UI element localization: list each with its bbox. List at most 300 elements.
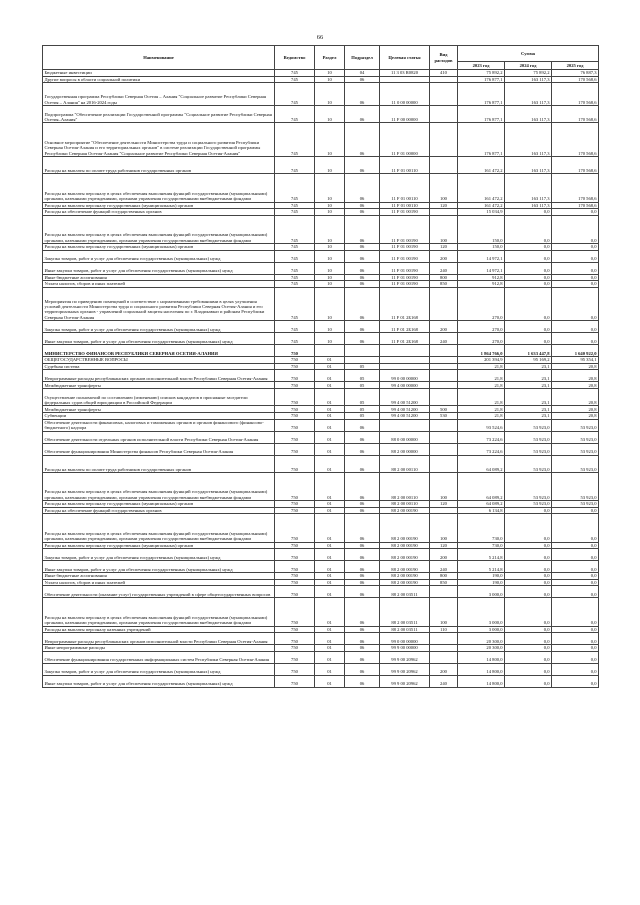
cell-section: 01: [315, 431, 345, 443]
cell-dept: 750: [275, 507, 315, 514]
cell-name: ОБЩЕГОСУДАРСТВЕННЫЕ ВОПРОСЫ: [43, 357, 275, 364]
cell-name: Иные бюджетные ассигнования: [43, 274, 275, 281]
cell-2024: 0,0: [505, 633, 552, 645]
cell-kind: [430, 209, 458, 216]
cell-2023: 730,0: [458, 514, 505, 542]
cell-2025: 0,0: [552, 321, 599, 333]
table-row: [43, 633, 599, 645]
cell-section: 01: [315, 645, 345, 652]
cell-name: Закупка товаров, работ и услуг для обеспечения государственных (муниципальных) нужд: [43, 250, 275, 262]
table-row: [43, 586, 599, 598]
cell-target: 99 4 00 00000: [380, 382, 430, 389]
table-row: [43, 645, 599, 652]
table-row: [43, 202, 599, 209]
table-row: [43, 174, 599, 202]
cell-name: Расходы на выплаты персоналу государственных (муниципальных) органов: [43, 243, 275, 250]
cell-2025: 53 923,0: [552, 443, 599, 455]
cell-target: 11 F 01 2Б168: [380, 287, 430, 321]
cell-2023: 73 224,6: [458, 443, 505, 455]
cell-name: Закупка товаров, работ и услуг для обеспечения государственных (муниципальных) нужд: [43, 663, 275, 675]
cell-dept: 750: [275, 514, 315, 542]
cell-2023: 20 300,0: [458, 633, 505, 645]
cell-subsection: 06: [345, 76, 380, 83]
cell-2023: 150,0: [458, 243, 505, 250]
cell-2024: 0,0: [505, 333, 552, 345]
cell-target: 88 2 00 00190: [380, 573, 430, 580]
cell-subsection: 06: [345, 542, 380, 549]
cell-2025: 0,0: [552, 215, 599, 243]
cell-2023: 64 089,2: [458, 473, 505, 501]
cell-name: Обеспечение функционирования государственных информационных систем Республики Северная Осетия-Алания: [43, 651, 275, 663]
cell-subsection: [345, 357, 380, 364]
cell-kind: 200: [430, 663, 458, 675]
cell-2024: 0,0: [505, 243, 552, 250]
header-2024: 2024 год: [505, 62, 552, 70]
cell-target: 99 9 00 20962: [380, 675, 430, 687]
table-row: [43, 455, 599, 472]
cell-2024: 53 923,0: [505, 473, 552, 501]
cell-target: 88 2 00 00110: [380, 473, 430, 501]
table-row: [43, 443, 599, 455]
cell-kind: 100: [430, 473, 458, 501]
cell-2023: 270,0: [458, 321, 505, 333]
cell-kind: 850: [430, 281, 458, 288]
cell-section: 01: [315, 579, 345, 586]
table-row: [43, 281, 599, 288]
cell-section: 01: [315, 598, 345, 626]
cell-kind: 120: [430, 243, 458, 250]
cell-2024: 0,0: [505, 287, 552, 321]
cell-target: 88 2 00 00110: [380, 501, 430, 508]
cell-section: 10: [315, 202, 345, 209]
cell-2025: 0,0: [552, 675, 599, 687]
cell-subsection: [345, 345, 380, 357]
cell-section: 01: [315, 443, 345, 455]
cell-section: 01: [315, 626, 345, 633]
cell-section: 10: [315, 209, 345, 216]
cell-kind: [430, 345, 458, 357]
cell-target: 11 F 01 00110: [380, 202, 430, 209]
cell-section: 01: [315, 413, 345, 420]
cell-2024: 23,1: [505, 370, 552, 382]
table-row: [43, 333, 599, 345]
cell-dept: 750: [275, 455, 315, 472]
cell-2023: 5 214,8: [458, 549, 505, 561]
cell-name: Мероприятия по приведению помещений в соответствие с нормативными требованиями в целях улучшения условий деятельности Министерства труда и социального развития Республики Северная Осетия-Алания и его территориальных органов - управлений социальной защиты населения по г. Владикавказ и районам Республики Северная Осетия-Алания: [43, 287, 275, 321]
cell-kind: [430, 83, 458, 106]
cell-kind: 800: [430, 573, 458, 580]
cell-2024: 0,0: [505, 209, 552, 216]
cell-2025: 95 354,1: [552, 357, 599, 364]
table-row: [43, 370, 599, 382]
cell-dept: 745: [275, 105, 315, 122]
cell-subsection: 06: [345, 651, 380, 663]
cell-2025: 53 923,0: [552, 473, 599, 501]
cell-subsection: 06: [345, 586, 380, 598]
cell-2025: 170 568,6: [552, 83, 599, 106]
cell-2025: 0,0: [552, 651, 599, 663]
cell-2024: 0,0: [505, 215, 552, 243]
cell-subsection: 06: [345, 262, 380, 274]
cell-2023: 176 877,1: [458, 123, 505, 157]
cell-target: 99 9 00 20962: [380, 663, 430, 675]
cell-2025: 170 568,6: [552, 202, 599, 209]
table-row: [43, 287, 599, 321]
cell-2025: 20,8: [552, 413, 599, 420]
cell-name: Непрограммные расходы республиканских органов исполнительной власти Республики Северная Осетия-Алания: [43, 633, 275, 645]
cell-2024: 23,1: [505, 389, 552, 406]
cell-2025: 0,0: [552, 633, 599, 645]
cell-target: 11 F 01 00190: [380, 215, 430, 243]
cell-2023: 21,8: [458, 389, 505, 406]
cell-section: 01: [315, 633, 345, 645]
cell-2023: 1 864 766,0: [458, 345, 505, 357]
cell-target: 11 F 01 2Б168: [380, 333, 430, 345]
cell-kind: [430, 156, 458, 173]
cell-dept: 750: [275, 549, 315, 561]
cell-dept: 750: [275, 357, 315, 364]
cell-2024: 23,1: [505, 413, 552, 420]
cell-subsection: 06: [345, 333, 380, 345]
cell-2025: 0,0: [552, 549, 599, 561]
cell-2024: 0,0: [505, 542, 552, 549]
cell-kind: [430, 507, 458, 514]
cell-target: 11 F 01 00190: [380, 274, 430, 281]
table-row: [43, 431, 599, 443]
table-row: [43, 156, 599, 173]
cell-subsection: 05: [345, 406, 380, 413]
cell-target: 88 2 00 00190: [380, 507, 430, 514]
cell-2025: 76 887,3: [552, 70, 599, 77]
cell-2023: 176 877,1: [458, 76, 505, 83]
cell-name: Осуществление полномочий по составлению (изменению) списков кандидатов в присяжные заседатели федеральных судов общей юрисдикции в Российской Федерации: [43, 389, 275, 406]
cell-2023: 14 800,0: [458, 651, 505, 663]
cell-2024: 53 923,0: [505, 443, 552, 455]
cell-dept: 745: [275, 70, 315, 77]
cell-subsection: 06: [345, 561, 380, 573]
cell-2025: 0,0: [552, 274, 599, 281]
table-row: [43, 243, 599, 250]
cell-name: Расходы на выплаты персоналу в целях обеспечения выполнения функций государственными (муниципальными) органами, казенными учреждениями, органами управления государственными внебюджетными фондами: [43, 473, 275, 501]
cell-2024: 1 633 447,8: [505, 345, 552, 357]
table-row: [43, 573, 599, 580]
table-row: [43, 76, 599, 83]
cell-target: 11 F 01 00190: [380, 243, 430, 250]
cell-target: 11 F 00 00000: [380, 105, 430, 122]
cell-subsection: 06: [345, 156, 380, 173]
cell-section: 01: [315, 473, 345, 501]
cell-name: Расходы на обеспечение функций государственных органов: [43, 209, 275, 216]
cell-2025: 0,0: [552, 573, 599, 580]
cell-2025: 53 923,0: [552, 501, 599, 508]
cell-name: Расходы на выплаты персоналу в целях обеспечения выполнения функций государственными (муниципальными) органами, казенными учреждениями, органами управления государственными внебюджетными фондами: [43, 174, 275, 202]
cell-subsection: 06: [345, 209, 380, 216]
cell-target: 88 2 00 00190: [380, 549, 430, 561]
cell-name: Непрограммные расходы республиканских органов исполнительной власти Республики Северная Осетия-Алания: [43, 370, 275, 382]
cell-dept: 750: [275, 579, 315, 586]
cell-2023: 21,8: [458, 363, 505, 370]
cell-kind: 100: [430, 215, 458, 243]
table-row: [43, 549, 599, 561]
cell-kind: 850: [430, 579, 458, 586]
cell-2023: 75 892,2: [458, 70, 505, 77]
header-subsection: Подраздел: [345, 46, 380, 70]
cell-name: Расходы на выплаты по оплате труда работников государственных органов: [43, 156, 275, 173]
cell-name: Межбюджетные трансферты: [43, 382, 275, 389]
cell-dept: 745: [275, 262, 315, 274]
table-row: [43, 406, 599, 413]
cell-subsection: 06: [345, 174, 380, 202]
cell-2025: 0,0: [552, 287, 599, 321]
cell-2024: 163 117,3: [505, 76, 552, 83]
table-row: [43, 598, 599, 626]
cell-name: Основное мероприятие "Обеспечение деятельности Министерства труда и социального развития Республики Северная Осетия-Алания и его территориальных органов" в системе реализации Государственной программы Республики Северная Осетия-Алания "Социальное развитие Республики Северная Осетия-Алания": [43, 123, 275, 157]
cell-subsection: 06: [345, 443, 380, 455]
cell-section: 10: [315, 281, 345, 288]
cell-target: 99 9 00 20962: [380, 651, 430, 663]
table-row: [43, 473, 599, 501]
cell-name: Расходы на выплаты персоналу в целях обеспечения выполнения функций государственными (муниципальными) органами, казенными учреждениями, органами управления государственными внебюджетными фондами: [43, 514, 275, 542]
cell-subsection: 06: [345, 431, 380, 443]
cell-name: Бюджетные инвестиции: [43, 70, 275, 77]
table-row: [43, 419, 599, 431]
cell-2023: 93 524,6: [458, 419, 505, 431]
cell-kind: 200: [430, 549, 458, 561]
cell-2024: 53 923,0: [505, 431, 552, 443]
cell-dept: 750: [275, 443, 315, 455]
table-row: [43, 209, 599, 216]
cell-2024: 0,0: [505, 321, 552, 333]
cell-subsection: 06: [345, 663, 380, 675]
cell-section: 01: [315, 455, 345, 472]
cell-target: [380, 357, 430, 364]
cell-dept: 745: [275, 123, 315, 157]
cell-kind: [430, 455, 458, 472]
cell-section: 10: [315, 243, 345, 250]
cell-subsection: 05: [345, 370, 380, 382]
cell-dept: 750: [275, 633, 315, 645]
cell-2024: 0,0: [505, 514, 552, 542]
table-row: [43, 413, 599, 420]
cell-dept: 750: [275, 645, 315, 652]
table-row: [43, 389, 599, 406]
cell-subsection: 06: [345, 321, 380, 333]
cell-kind: 500: [430, 406, 458, 413]
cell-2024: 95 169,2: [505, 357, 552, 364]
cell-section: 01: [315, 507, 345, 514]
cell-dept: 745: [275, 250, 315, 262]
cell-2024: 0,0: [505, 586, 552, 598]
cell-2023: 21,8: [458, 406, 505, 413]
cell-2024: 163 117,3: [505, 123, 552, 157]
cell-2025: 20,8: [552, 370, 599, 382]
cell-section: 10: [315, 70, 345, 77]
header-dept: Ведомство: [275, 46, 315, 70]
cell-target: 11 F 01 00000: [380, 123, 430, 157]
table-row: [43, 501, 599, 508]
cell-2025: 0,0: [552, 561, 599, 573]
cell-name: МИНИСТЕРСТВО ФИНАНСОВ РЕСПУБЛИКИ СЕВЕРНАЯ ОСЕТИЯ-АЛАНИЯ: [43, 345, 275, 357]
table-row: [43, 105, 599, 122]
cell-dept: 745: [275, 76, 315, 83]
cell-2025: 20,8: [552, 382, 599, 389]
cell-kind: [430, 419, 458, 431]
cell-2025: 0,0: [552, 243, 599, 250]
table-row: [43, 83, 599, 106]
cell-2023: 5 214,8: [458, 561, 505, 573]
cell-target: 88 2 00 00110: [380, 455, 430, 472]
cell-dept: 745: [275, 321, 315, 333]
cell-2023: 73 224,6: [458, 431, 505, 443]
cell-dept: 750: [275, 651, 315, 663]
cell-2023: 201 394,9: [458, 357, 505, 364]
cell-section: 01: [315, 382, 345, 389]
cell-2024: 0,0: [505, 561, 552, 573]
cell-section: 10: [315, 333, 345, 345]
cell-2023: 176 877,1: [458, 105, 505, 122]
table-row: [43, 357, 599, 364]
cell-2024: 23,1: [505, 382, 552, 389]
cell-section: 10: [315, 215, 345, 243]
cell-2025: 0,0: [552, 514, 599, 542]
cell-target: 99 0 00 00000: [380, 633, 430, 645]
cell-dept: 750: [275, 389, 315, 406]
table-row: [43, 215, 599, 243]
cell-2023: 161 472,2: [458, 202, 505, 209]
cell-dept: 750: [275, 573, 315, 580]
cell-dept: 750: [275, 370, 315, 382]
cell-target: 11 F 01 00190: [380, 281, 430, 288]
cell-subsection: 05: [345, 382, 380, 389]
cell-2025: 20,8: [552, 406, 599, 413]
cell-subsection: 06: [345, 598, 380, 626]
cell-section: 01: [315, 573, 345, 580]
cell-target: 88 0 00 00000: [380, 431, 430, 443]
cell-subsection: 06: [345, 633, 380, 645]
cell-section: 10: [315, 250, 345, 262]
table-header: [43, 46, 599, 70]
cell-name: Расходы на обеспечение функций государственных органов: [43, 507, 275, 514]
table-row: [43, 579, 599, 586]
cell-subsection: 06: [345, 105, 380, 122]
cell-name: Обеспечение деятельности отдельных органов исполнительной власти Республики Северная Осетия-Алания: [43, 431, 275, 443]
cell-2025: 0,0: [552, 250, 599, 262]
table-row: [43, 274, 599, 281]
cell-2025: 20,8: [552, 389, 599, 406]
cell-2025: 170 568,6: [552, 156, 599, 173]
cell-target: 11 F 01 00190: [380, 209, 430, 216]
cell-dept: 745: [275, 202, 315, 209]
cell-2024: 0,0: [505, 579, 552, 586]
cell-2025: 0,0: [552, 281, 599, 288]
cell-2023: 912,8: [458, 281, 505, 288]
table-row: [43, 123, 599, 157]
cell-dept: 750: [275, 345, 315, 357]
cell-kind: [430, 123, 458, 157]
cell-2024: 163 117,3: [505, 105, 552, 122]
cell-section: 10: [315, 83, 345, 106]
cell-section: 10: [315, 262, 345, 274]
cell-target: 88 2 00 03511: [380, 598, 430, 626]
cell-2024: 0,0: [505, 675, 552, 687]
cell-section: 01: [315, 357, 345, 364]
cell-subsection: 06: [345, 675, 380, 687]
cell-target: 88 2 00 03511: [380, 626, 430, 633]
cell-dept: 750: [275, 382, 315, 389]
cell-dept: 750: [275, 363, 315, 370]
cell-section: 01: [315, 561, 345, 573]
cell-target: 88 2 00 00000: [380, 443, 430, 455]
cell-kind: 240: [430, 675, 458, 687]
cell-2023: 6 134,8: [458, 507, 505, 514]
cell-name: Расходы на выплаты по оплате труда работников государственных органов: [43, 455, 275, 472]
cell-kind: 100: [430, 174, 458, 202]
table-row: [43, 70, 599, 77]
cell-dept: 745: [275, 209, 315, 216]
cell-target: 88 2 00 00190: [380, 542, 430, 549]
cell-2023: 15 034,9: [458, 209, 505, 216]
cell-kind: 410: [430, 70, 458, 77]
table-row: [43, 542, 599, 549]
cell-2024: 53 923,0: [505, 419, 552, 431]
cell-subsection: 06: [345, 250, 380, 262]
cell-section: 01: [315, 363, 345, 370]
cell-2025: 0,0: [552, 663, 599, 675]
cell-section: 10: [315, 123, 345, 157]
cell-2025: 0,0: [552, 507, 599, 514]
cell-section: 01: [315, 549, 345, 561]
cell-section: 01: [315, 675, 345, 687]
cell-target: 88 2 00 00190: [380, 561, 430, 573]
cell-name: Расходы на выплаты персоналу государственных (муниципальных) органов: [43, 501, 275, 508]
cell-2023: 21,8: [458, 370, 505, 382]
cell-kind: [430, 586, 458, 598]
table-body: [43, 70, 599, 688]
cell-target: 88 2 00 03511: [380, 586, 430, 598]
cell-2023: 270,0: [458, 333, 505, 345]
cell-section: 01: [315, 663, 345, 675]
cell-dept: 750: [275, 586, 315, 598]
cell-dept: 750: [275, 431, 315, 443]
cell-dept: 745: [275, 333, 315, 345]
cell-name: Другие вопросы в области социальной политики: [43, 76, 275, 83]
cell-target: 99 0 00 00000: [380, 370, 430, 382]
cell-target: 11 3 03 R0820: [380, 70, 430, 77]
cell-kind: 240: [430, 561, 458, 573]
cell-kind: 530: [430, 413, 458, 420]
cell-2023: 14 972,1: [458, 250, 505, 262]
cell-2024: 75 892,2: [505, 70, 552, 77]
cell-2025: 53 923,0: [552, 455, 599, 472]
cell-2024: 0,0: [505, 281, 552, 288]
cell-kind: 200: [430, 250, 458, 262]
cell-2025: 0,0: [552, 645, 599, 652]
cell-dept: 745: [275, 287, 315, 321]
cell-2023: 14 972,1: [458, 262, 505, 274]
header-target: Целевая статья: [380, 46, 430, 70]
cell-name: Иные бюджетные ассигнования: [43, 573, 275, 580]
cell-section: 10: [315, 274, 345, 281]
cell-dept: 745: [275, 156, 315, 173]
cell-2024: 0,0: [505, 274, 552, 281]
cell-kind: [430, 651, 458, 663]
cell-2023: 21,8: [458, 382, 505, 389]
cell-name: Закупка товаров, работ и услуг для обеспечения государственных (муниципальных) нужд: [43, 321, 275, 333]
cell-kind: 240: [430, 262, 458, 274]
cell-2024: 0,0: [505, 507, 552, 514]
cell-dept: 750: [275, 406, 315, 413]
cell-kind: 240: [430, 333, 458, 345]
